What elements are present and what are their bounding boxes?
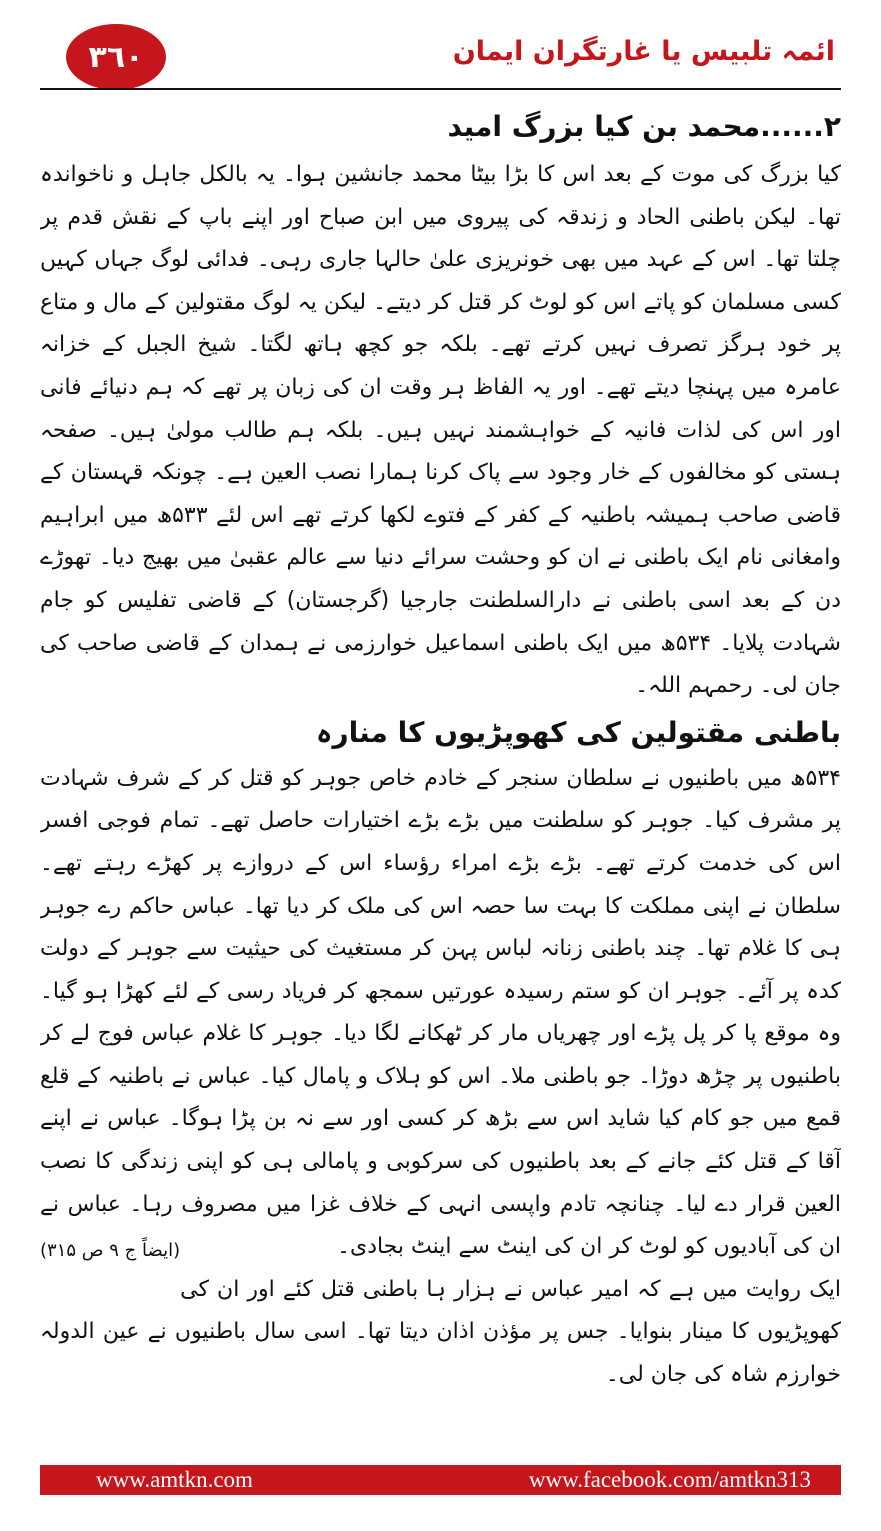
header-divider [40, 88, 841, 90]
section-heading-skull-tower: باطنی مقتولین کی کھوپڑیوں کا منارہ [316, 715, 841, 749]
source-reference: (ایضاً ج ۹ ص ۳۱۵) [40, 1240, 181, 1262]
section-paragraph: کیا بزرگ کی موت کے بعد اس کا بڑا بیٹا محمد جانشین ہوا۔ یہ بالکل جاہل و ناخواندہ تھا۔ لیکن باطنی الحاد و زندقہ کی پیروی میں ابن صباح اور اپنے باپ کے نقش قدم پر چلتا تھا۔ اس کے عہد میں بھی خونریزی علیٰ حالہا جاری رہی۔ فدائی لوگ جہاں کہیں کسی مسلمان کو پاتے اس کو لوٹ کر قتل کر دیتے۔ لیکن یہ لوگ مقتولین کے مال و متاع پر خود ہرگز تصرف نہیں کرتے تھے۔ بلکہ جو کچھ ہاتھ لگتا۔ شیخ الجبل کے خزانہ عامرہ میں پہنچا دیتے تھے۔ اور یہ الفاظ ہر وقت ان کی زبان پر تھے کہ ہم دنیائے فانی اور اس کی لذات فانیہ کے خواہشمند نہیں ہیں۔ بلکہ ہم طالب مولیٰ ہیں۔ صفحہ ہستی کو مخالفوں کے خار وجود سے پاک کرنا ہمارا نصب العین ہے۔ چونکہ قہستان کے قاضی صاحب ہمیشہ باطنیہ کے کفر کے فتوے لکھا کرتے تھے اس لئے ۵۳۳ھ میں ابراہیم وامغانی نام ایک باطنی نے ان کو وحشت سرائے دنیا سے عالم عقبیٰ میں بھیج دیا۔ تھوڑے دن کے بعد اسی باطنی نے دارالسلطنت جارجیا (گرجستان) کے قاضی تفلیس کو جام شہادت پلایا۔ ۵۳۴ھ میں ایک باطنی اسماعیل خوارزمی نے ہمدان کے قاضی صاحب کی جان لی۔ رحمہم اللہ۔ [40, 162, 841, 699]
footer-bar [40, 1465, 841, 1495]
book-title: ائمہ تلبیس یا غارتگران ایمان [452, 36, 835, 67]
page-header [40, 22, 841, 92]
website-link[interactable]: www.amtkn.com [96, 1467, 253, 1492]
section-paragraph: ایک روایت میں ہے کہ امیر عباس نے ہزار ہا باطنی قتل کئے اور ان کی کھوپڑیوں کا مینار بنوایا۔ جس پر مؤذن اذان دیتا تھا۔ اسی سال باطنیوں نے عین الدولہ خوارزم شاہ کی جان لی۔ [40, 1276, 841, 1388]
page-number-badge: ٣٦٠ [66, 24, 166, 90]
paragraph-text: ۵۳۴ھ میں باطنیوں نے سلطان سنجر کے خادم خاص جوہر کو قتل کر کے شرف شہادت پر مشرف کیا۔ جوہر کو سلطنت میں بڑے بڑے اختیارات حاصل تھے۔ تمام فوجی افسر اس کی خدمت کرتے تھے۔ بڑے بڑے امراء رؤساء اس کے دروازے پر کھڑے رہتے تھے۔ سلطان نے اپنی مملکت کا بہت سا حصہ اس کی ملک کر دیا تھا۔ عباس حاکم رے جوہر ہی کا غلام تھا۔ چند باطنی زنانہ لباس پہن کر مستغیث کی حیثیت سے جوہر کے دولت کدہ پر آئے۔ جوہر ان کو ستم رسیدہ عورتیں سمجھ کر فریاد رسی کے لئے کھڑا ہو گیا۔ وہ موقع پا کر پل پڑے اور چھریاں مار کر ٹھکانے لگا دیا۔ جوہر کا غلام عباس فوج لے کر باطنیوں پر چڑھ دوڑا۔ جو باطنی ملا۔ اس کو ہلاک و پامال کیا۔ عباس نے باطنیہ کے قلع قمع میں جو کام کیا شاید اس سے بڑھ کر کسی اور سے نہ بن پڑا ہوگا۔ عباس نے اپنے آقا کے قتل کئے جانے کے بعد باطنیوں کی سرکوبی و پامالی ہی کو اپنی زندگی کا نصب العین قرار دے لیا۔ چنانچہ تادم واپسی انہی کے خلاف غزا میں مصروف رہا۔ عباس نے ان کی آبادیوں کو لوٹ کر ان کی اینٹ سے اینٹ بجادی۔ [40, 765, 841, 1260]
page-content [40, 100, 841, 1455]
section-paragraph [40, 758, 841, 1269]
section-heading-muhammad: ۲......محمد بن کیا بزرگ امید [447, 110, 841, 143]
facebook-link[interactable]: www.facebook.com/amtkn313 [528, 1467, 811, 1492]
